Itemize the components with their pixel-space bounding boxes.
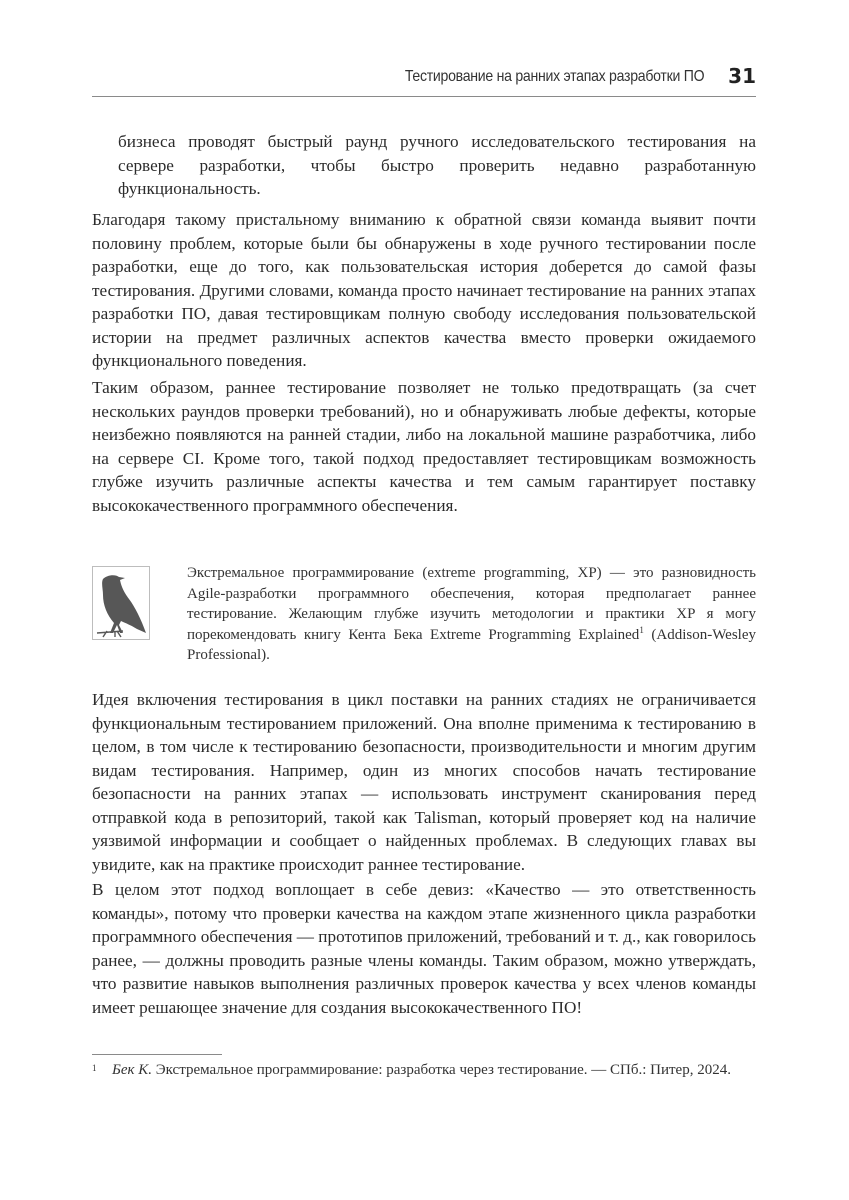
running-header: [92, 60, 756, 97]
footnote-reference[interactable]: 1: [639, 624, 644, 635]
note-callout: [92, 565, 756, 663]
note-text: [187, 563, 756, 666]
paragraph-feedback: Благодаря такому пристальному вниманию к обратной связи команда выявит почти половину проблем, которые были бы обнаружены в ходе ручного тестировании после разработки, еще до того, как пользовательская история доберется до самой фазы тестирования. Другими словами, команда просто начинает тестирование на ранних этапах разработки ПО, давая тестировщикам полную свободу исследования пользовательской истории на предмет различных аспектов качества вместо проверки ожидаемого функционального поведения.: [92, 210, 756, 370]
footnote-body: [92, 1060, 756, 1081]
footnote: [92, 1060, 756, 1081]
crow-icon: [92, 566, 150, 640]
paragraph-security-testing: Идея включения тестирования в цикл поставки на ранних стадиях не ограничивается функциональным тестированием приложений. Она вполне применима к тестированию в целом, в том числе к тестированию безопасности, производительности и многим другим видам тестирования. Например, один из многих способов начать тестирование безопасности на ранних этапах — использовать инструмент сканирования перед отправкой кода в репозиторий, такой как Talisman, который проверяет код на наличие уязвимой информации и сообщает о найденных проблемах. В следующих главах вы увидите, как на практике происходит раннее тестирование.: [92, 690, 756, 874]
note-text-main: Экстремальное программирование (extreme programming, XP) — это разновидность Agile-разработки программного обеспечения, которая предполагает раннее тестирование. Желающим глубже изучить методологии и практики XP я могу порекомендовать книгу Кента Бека Extreme Programming Explained: [187, 565, 756, 643]
note-text-tail: (Addison-Wesley Professional).: [187, 626, 756, 663]
footnote-text: Экстремальное программирование: разработка через тестирование. — СПб.: Питер, 2024.: [151, 1062, 731, 1078]
footnote-divider: [92, 1054, 222, 1055]
running-title: Тестирование на ранних этапах разработки ПО: [404, 68, 704, 85]
footnote-mark: 1: [92, 1063, 97, 1073]
footnote-author: Бек К.: [112, 1062, 152, 1078]
paragraph-continuation: бизнеса проводят быстрый раунд ручного исследовательского тестирования на сервере разработки, чтобы быстро проверить недавно разработанную функциональность.: [118, 132, 756, 198]
paragraph-early-testing-summary: Таким образом, раннее тестирование позволяет не только предотвращать (за счет нескольких раундов проверки требований), но и обнаруживать любые дефекты, которые неизбежно появляются на ранней стадии, либо на локальной машине разработчика, либо на сервере CI. Кроме того, такой подход предоставляет тестировщикам возможность глубже изучить различные аспекты качества и тем самым гарантирует поставку высококачественного программного обеспечения.: [92, 378, 756, 515]
paragraph-team-responsibility: В целом этот подход воплощает в себе девиз: «Качество — это ответственность команды», потому что проверки качества на каждом этапе жизненного цикла разработки программного обеспечения — прототипов приложений, требований и т. д., как говорилось ранее, — должны проводить разные члены команды. Таким образом, можно утверждать, что развитие навыков выполнения различных проверок качества у всех членов команды имеет решающее значение для создания высококачественного ПО!: [92, 880, 756, 1017]
page-number: 31: [728, 64, 756, 88]
